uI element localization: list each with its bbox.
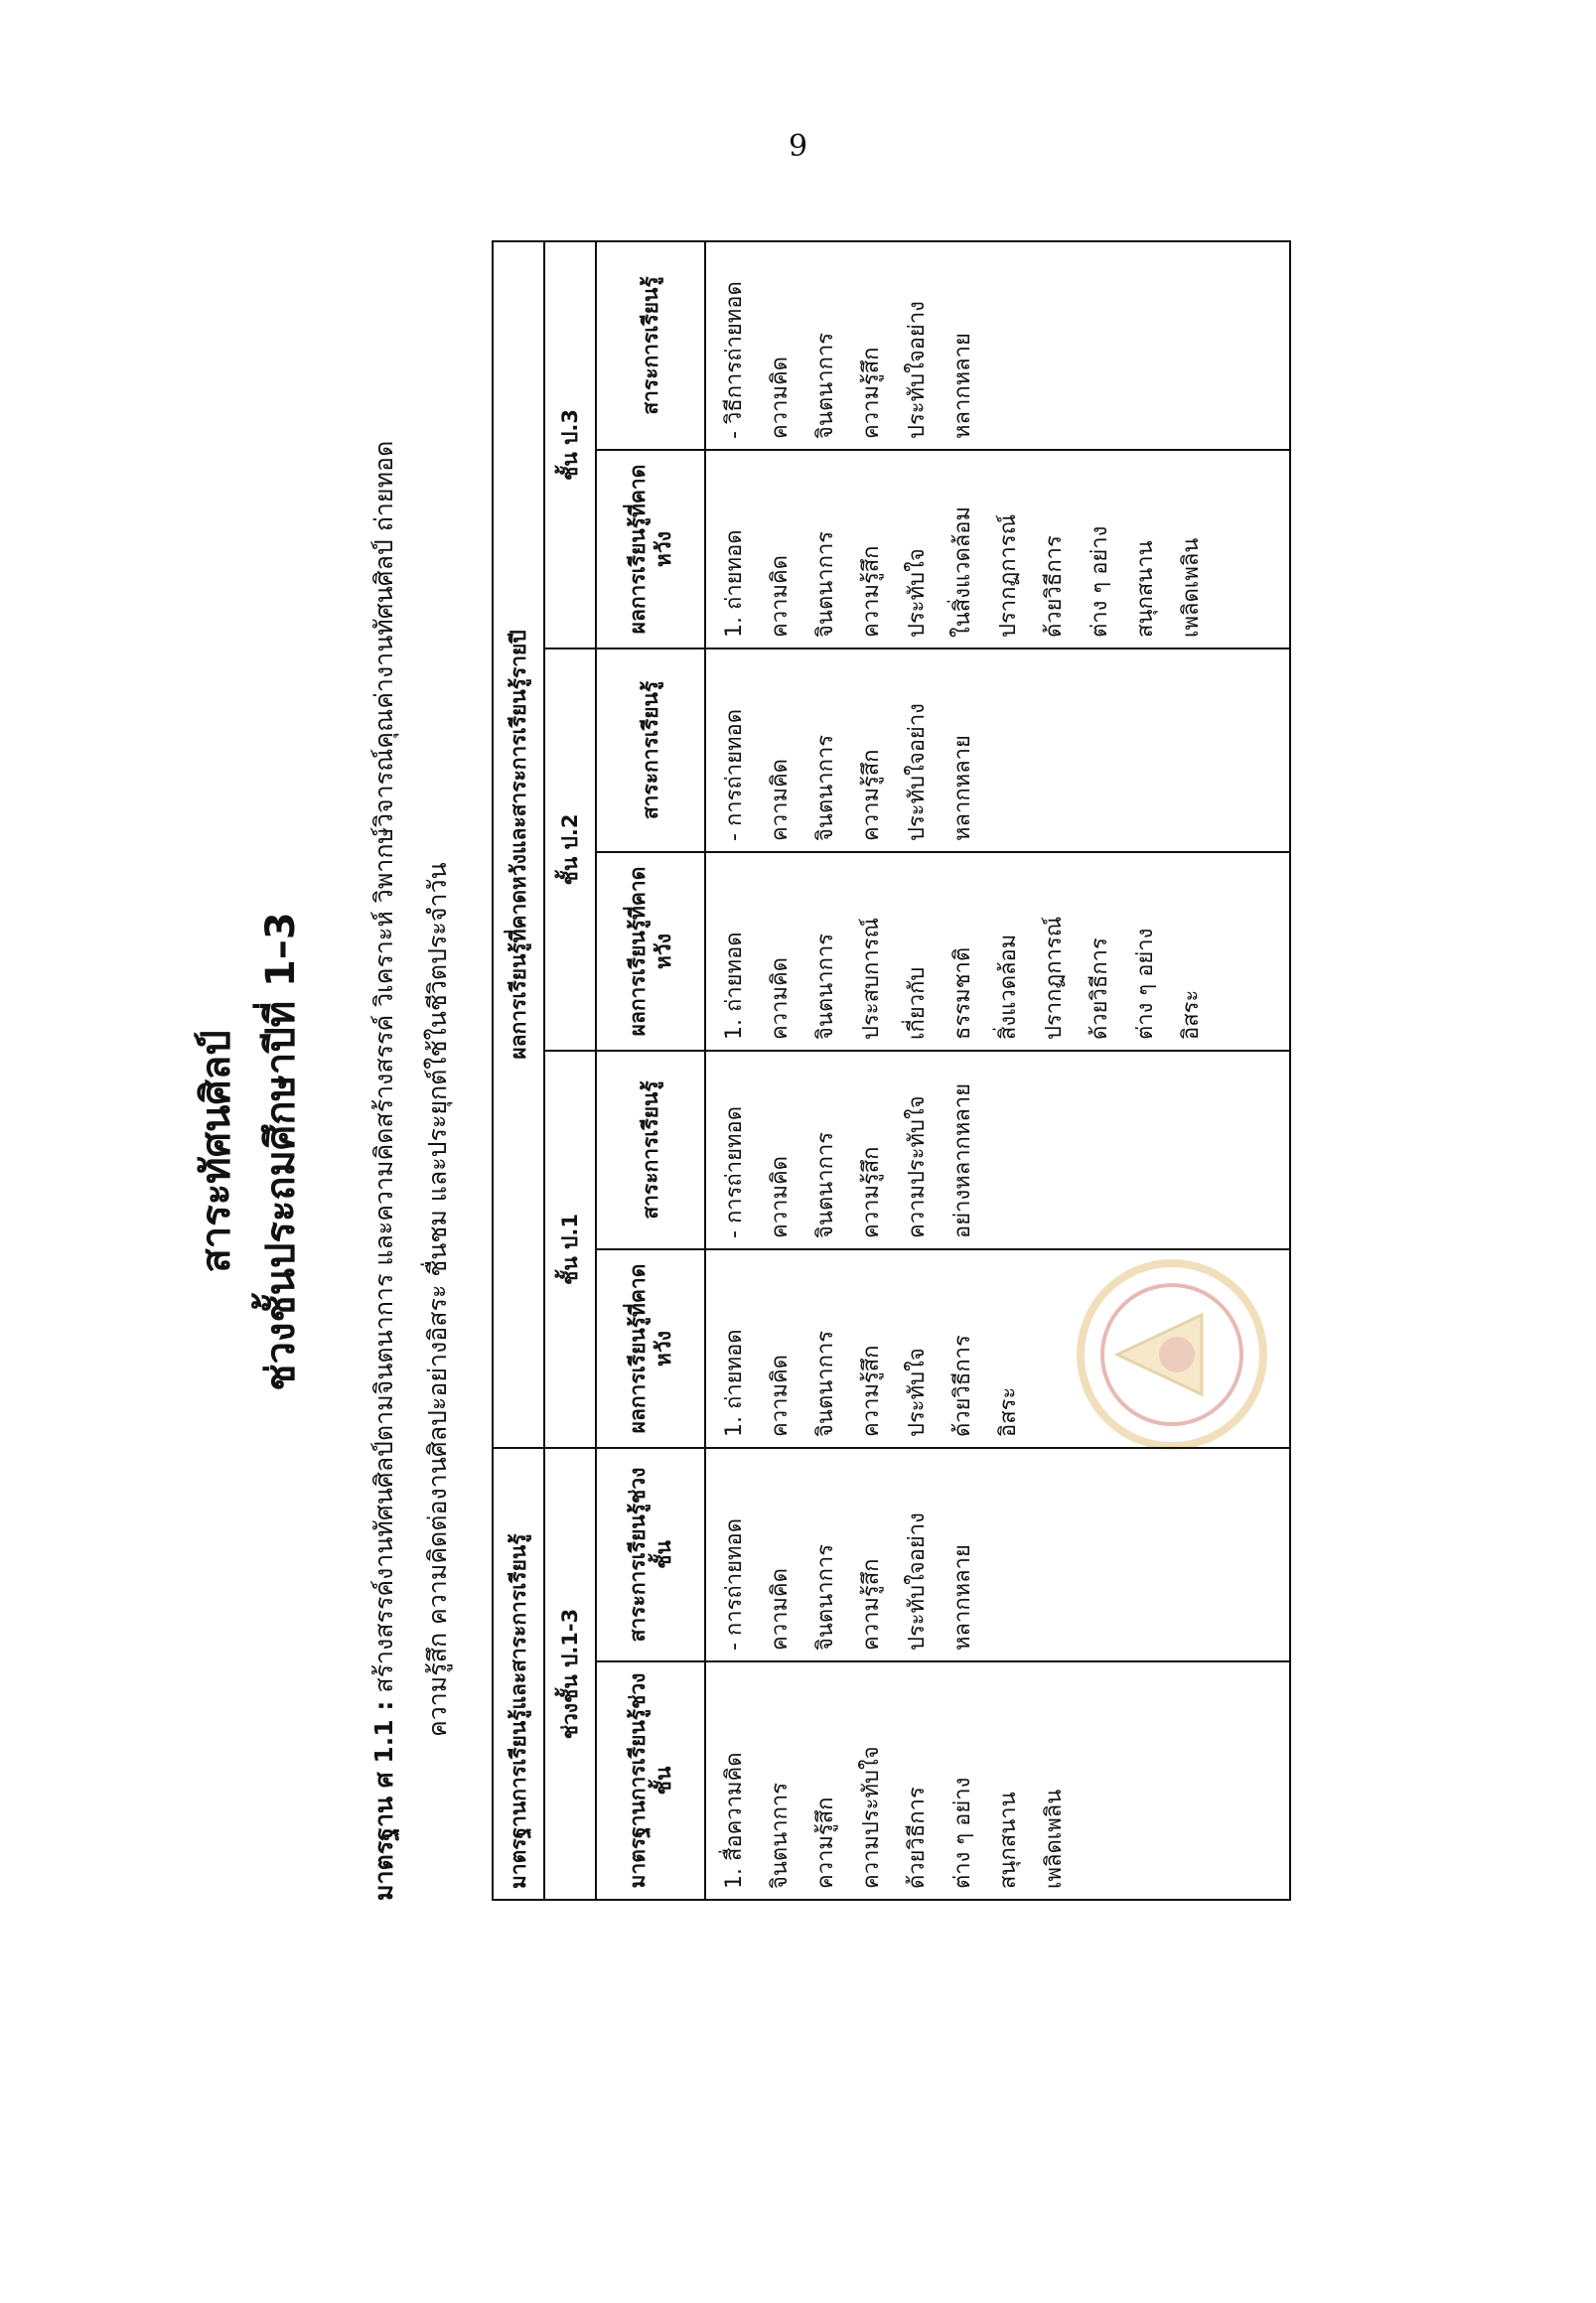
cell-line: ความคิด xyxy=(768,555,793,638)
cell-line: ต่าง ๆ อย่าง xyxy=(1133,928,1158,1040)
table-cell-range-content xyxy=(705,1448,1290,1661)
column-header: สาระการเรียนรู้ช่วงชั้น xyxy=(596,1448,705,1661)
cell-line: ความคิด xyxy=(768,1355,793,1437)
cell-line: ปรากฏการณ์ xyxy=(996,513,1021,638)
cell-line: สนุกสนาน xyxy=(996,1792,1021,1889)
cell-line: 1. ถ่ายทอด xyxy=(722,529,747,638)
table-cell-p1-outcome xyxy=(705,1249,1290,1448)
table-cell-p2-outcome xyxy=(705,852,1290,1051)
table-cell-p2-content xyxy=(705,648,1290,852)
column-header: สาระการเรียนรู้ xyxy=(596,648,705,852)
cell-line: ด้วยวิธีการ xyxy=(950,1335,975,1437)
cell-line: ประทับใจอย่าง xyxy=(905,703,930,841)
cell-line: ความคิด xyxy=(768,957,793,1040)
cell-line: จินตนาการ xyxy=(813,933,838,1040)
cell-line: จินตนาการ xyxy=(813,530,838,638)
cell-line: ประทับใจอย่าง xyxy=(905,301,930,439)
page-number: 9 xyxy=(788,129,808,164)
cell-line: จินตนาการ xyxy=(813,1330,838,1437)
cell-line: สนุกสนาน xyxy=(1133,540,1158,638)
cell-line: จินตนาการ xyxy=(813,734,838,841)
cell-line: ความประทับใจ xyxy=(905,1095,930,1238)
column-header: สาระการเรียนรู้ xyxy=(596,1051,705,1249)
cell-line: - การถ่ายทอด xyxy=(722,1518,747,1651)
cell-line: ในสิ่งแวดล้อม xyxy=(950,506,975,638)
cell-line: ด้วยวิธีการ xyxy=(905,1787,930,1889)
cell-line: ความรู้สึก xyxy=(859,1146,884,1238)
table-cell-p3-outcome xyxy=(705,450,1290,648)
cell-line: ความคิด xyxy=(768,1568,793,1651)
cell-line: เพลิดเพลิน xyxy=(1042,1789,1067,1889)
grade-header-p3: ชั้น ป.3 xyxy=(544,241,596,648)
group-header-yearly: ผลการเรียนรู้ที่คาดหวังและสาระการเรียนรู้รายปี xyxy=(493,241,544,1448)
grade-header-p1: ชั้น ป.1 xyxy=(544,1051,596,1448)
cell-line: ความรู้สึก xyxy=(859,347,884,439)
cell-line: อิสระ xyxy=(996,1386,1021,1437)
cell-line: จินตนาการ xyxy=(813,332,838,439)
cell-line: หลากหลาย xyxy=(950,333,975,439)
curriculum-table xyxy=(492,240,1291,1901)
column-header: ผลการเรียนรู้ที่คาดหวัง xyxy=(596,1249,705,1448)
group-header-range: ช่วงชั้น ป.1-3 xyxy=(544,1448,596,1900)
cell-line: ความคิด xyxy=(768,357,793,439)
table-cell-p3-content xyxy=(705,241,1290,450)
cell-line: ประทับใจ xyxy=(905,1348,930,1437)
cell-line: - การถ่ายทอด xyxy=(722,1105,747,1238)
cell-line: ความประทับใจ xyxy=(859,1746,884,1889)
cell-line: ต่าง ๆ อย่าง xyxy=(1088,525,1112,638)
cell-line: ประสบการณ์ xyxy=(859,918,884,1040)
cell-line: อิสระ xyxy=(1179,989,1204,1040)
cell-line: จินตนาการ xyxy=(768,1782,793,1889)
column-header: สาระการเรียนรู้ xyxy=(596,241,705,450)
cell-line: เพลิดเพลิน xyxy=(1179,537,1204,638)
cell-line: ประทับใจอย่าง xyxy=(905,1512,930,1651)
cell-line: อย่างหลากหลาย xyxy=(950,1082,975,1238)
cell-line: ความรู้สึก xyxy=(859,749,884,841)
cell-line: ความรู้สึก xyxy=(859,545,884,638)
column-header: มาตรฐานการเรียนรู้ช่วงชั้น xyxy=(596,1661,705,1900)
column-header: ผลการเรียนรู้ที่คาดหวัง xyxy=(596,852,705,1051)
cell-line: - การถ่ายทอด xyxy=(722,708,747,841)
cell-line: หลากหลาย xyxy=(950,735,975,841)
cell-line: - วิธีการถ่ายทอด xyxy=(722,281,747,439)
cell-line: ธรรมชาติ xyxy=(950,946,975,1040)
cell-line: ความคิด xyxy=(768,1156,793,1238)
group-header-standards xyxy=(493,1448,544,1900)
group-header-standards-label: มาตรฐานการเรียนรู้และสาระการเรียนรู้ xyxy=(507,1533,530,1889)
learning-standard xyxy=(358,14,465,1901)
page-subtitle: ช่วงชั้นประถมศึกษาปีที่ 1–3 xyxy=(258,912,304,1391)
cell-line: ด้วยวิธีการ xyxy=(1088,937,1112,1040)
grade-header-p2: ชั้น ป.2 xyxy=(544,648,596,1051)
cell-line: สิ่งแวดล้อม xyxy=(996,934,1021,1040)
cell-line: ความคิด xyxy=(768,759,793,841)
cell-line: 1. สื่อความคิด xyxy=(722,1752,747,1889)
cell-line: ความรู้สึก xyxy=(859,1345,884,1437)
table-cell-standard xyxy=(705,1661,1290,1900)
column-header: ผลการเรียนรู้ที่คาดหวัง xyxy=(596,450,705,648)
page-title: สาระทัศนศิลป์ xyxy=(194,1030,239,1273)
cell-line: จินตนาการ xyxy=(813,1543,838,1651)
cell-line: ปรากฏการณ์ xyxy=(1042,916,1067,1040)
cell-line: เกี่ยวกับ xyxy=(905,966,930,1040)
cell-line: ความรู้สึก xyxy=(859,1558,884,1651)
cell-line: ต่าง ๆ อย่าง xyxy=(950,1777,975,1889)
cell-line: 1. ถ่ายทอด xyxy=(722,932,747,1040)
standard-label: มาตรฐาน ศ 1.1 : xyxy=(369,1700,398,1901)
cell-line: ความรู้สึก xyxy=(813,1797,838,1889)
table-cell-p1-content xyxy=(705,1051,1290,1249)
standard-text-line1: สร้างสรรค์งานทัศนศิลป์ตามจินตนาการ และความคิดสร้างสรรค์ วิเคราะห์ วิพากษ์วิจารณ์คุณค่างานทัศนศิลป์ ถ่ายทอด xyxy=(369,440,398,1693)
cell-line: ประทับใจ xyxy=(905,548,930,638)
cell-line: ด้วยวิธีการ xyxy=(1042,535,1067,638)
standard-text-line2: ความรู้สึก ความคิดต่องานศิลปะอย่างอิสระ ชื่นชม และประยุกต์ใช้ในชีวิตประจำวัน xyxy=(423,862,452,1737)
cell-line: จินตนาการ xyxy=(813,1131,838,1238)
cell-line: 1. ถ่ายทอด xyxy=(722,1329,747,1437)
cell-line: หลากหลาย xyxy=(950,1544,975,1651)
